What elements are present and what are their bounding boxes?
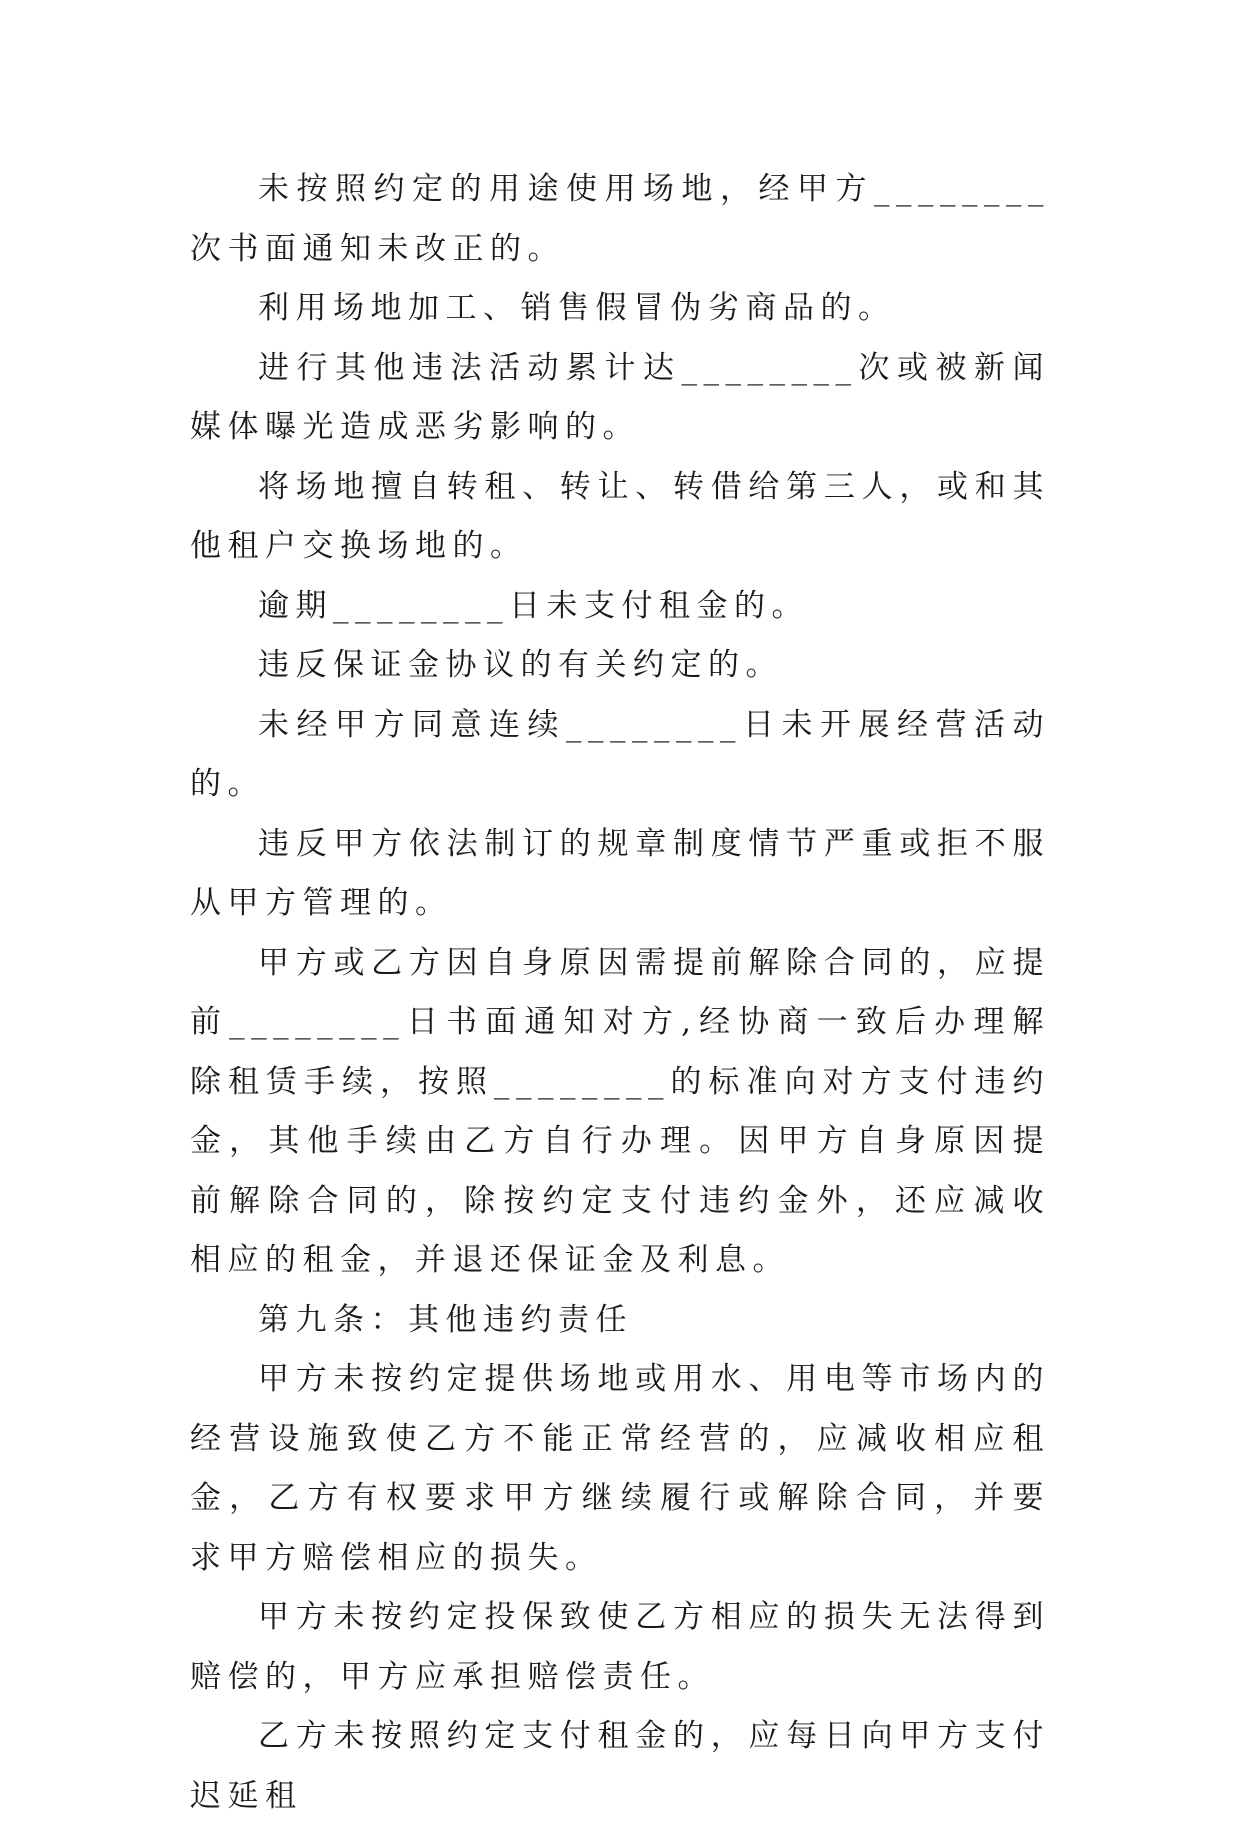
clause-lessee-late-rent: 乙方未按照约定支付租金的，应每日向甲方支付迟延租 — [190, 1718, 1050, 1814]
clause-deposit-violation: 违反保证金协议的有关约定的。 — [258, 647, 783, 683]
clause-lessor-facilities: 甲方未按约定提供场地或用水、用电等市场内的经营设施致使乙方不能正常经营的，应减收相应租金，乙方有权要求甲方继续履行或解除合同，并要求甲方赔偿相应的损失。 — [190, 1361, 1050, 1576]
clause-overdue-rent: 逾期________日未支付租金的。 — [258, 587, 809, 624]
clause-illegal-activity: 进行其他违法活动累计达________次或被新闻媒体曝光造成恶劣影响的。 — [190, 349, 1050, 445]
clause-sublease: 将场地擅自转租、转让、转借给第三人，或和其他租户交换场地的。 — [190, 468, 1050, 564]
clause-rule-violation: 违反甲方依法制订的规章制度情节严重或拒不服从甲方管理的。 — [190, 825, 1050, 921]
clause-unauthorized-use: 未按照约定的用途使用场地，经甲方________次书面通知未改正的。 — [190, 171, 1050, 267]
clause-lessor-insurance: 甲方未按约定投保致使乙方相应的损失无法得到赔偿的，甲方应承担赔偿责任。 — [190, 1599, 1050, 1695]
clause-no-operation: 未经甲方同意连续________日未开展经营活动的。 — [190, 706, 1050, 802]
article-nine-heading: 第九条：其他违约责任 — [258, 1301, 633, 1338]
clause-early-termination: 甲方或乙方因自身原因需提前解除合同的，应提前________日书面通知对方,经协商一致后办理解除租赁手续，按照________的标准向对方支付违约金，其他手续由乙方自行办理。因甲方自身原因提前解除合同的，除按约定支付违约金外，还应减收相应的租金，并退还保证金及利息。 — [190, 944, 1050, 1278]
clause-counterfeit-goods: 利用场地加工、销售假冒伪劣商品的。 — [258, 290, 896, 326]
document-page — [190, 160, 1050, 1826]
